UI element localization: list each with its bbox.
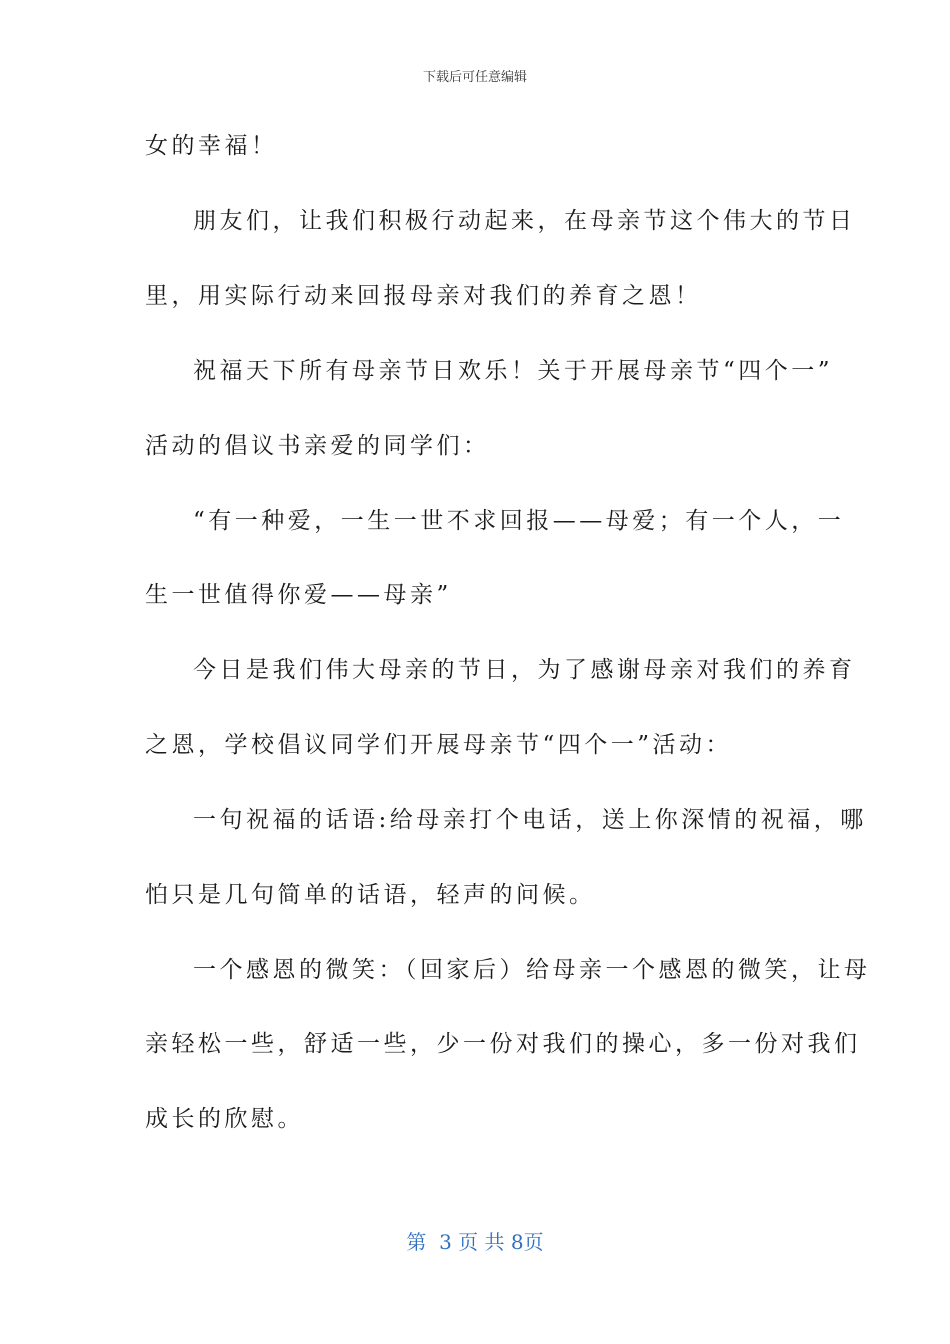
text-line: 一句祝福的话语:给母亲打个电话，送上你深情的祝福，哪 (193, 807, 867, 833)
page-header: 下载后可任意编辑 (422, 70, 527, 85)
text-line: “有一种爱，一生一世不求回报——母爱；有一个人，一 (193, 508, 845, 534)
page-number: 第 3 页 共 8页 (406, 1230, 544, 1254)
text-line: 女的幸福！ (145, 133, 278, 159)
text-line: 亲轻松一些，舒适一些，少一份对我们的操心，多一份对我们 (145, 1031, 861, 1057)
text-line: 里，用实际行动来回报母亲对我们的养育之恩！ (145, 283, 702, 309)
text-line: 生一世值得你爱——母亲” (145, 582, 452, 608)
text-line: 成长的欣慰。 (145, 1106, 304, 1132)
text-line: 祝福天下所有母亲节日欢乐！关于开展母亲节“四个一” (193, 358, 834, 384)
text-line: 朋友们，让我们积极行动起来，在母亲节这个伟大的节日 (193, 208, 856, 234)
text-line: 一个感恩的微笑：（回家后）给母亲一个感恩的微笑，让母 (193, 957, 871, 983)
text-line: 今日是我们伟大母亲的节日，为了感谢母亲对我们的养育 (193, 657, 856, 683)
text-line: 活动的倡议书亲爱的同学们： (145, 433, 490, 459)
text-line: 怕只是几句简单的话语，轻声的问候。 (145, 882, 596, 908)
text-line: 之恩，学校倡议同学们开展母亲节“四个一”活动： (145, 732, 733, 758)
